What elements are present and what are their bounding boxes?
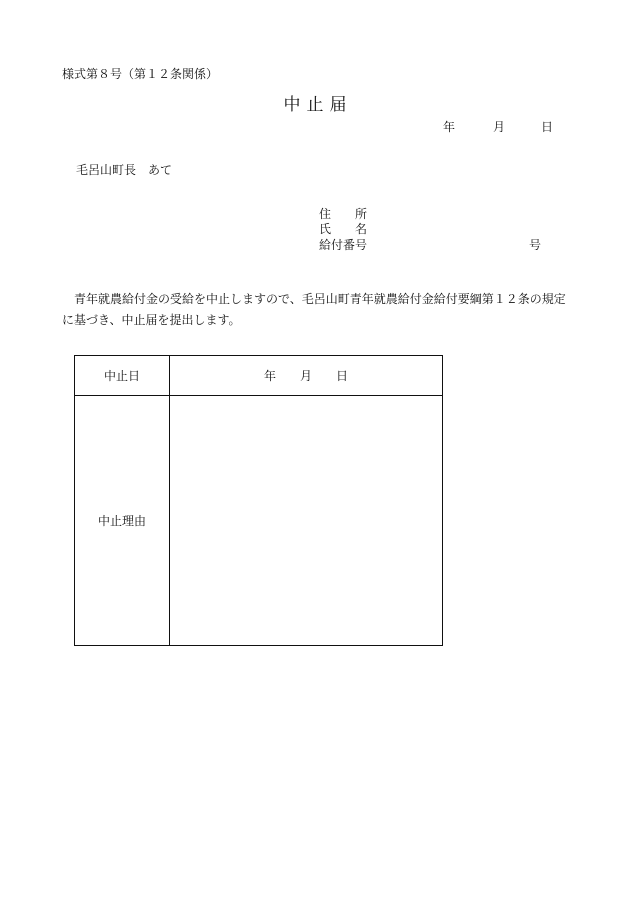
table-row xyxy=(75,356,443,396)
body-text: 青年就農給付金の受給を中止しますので、毛呂山町青年就農給付金給付要綱第１２条の規定に基づき、中止届を提出します。 xyxy=(62,292,566,327)
stop-date-label: 中止日 xyxy=(75,356,170,396)
submission-date-month-label: 月 xyxy=(493,120,506,134)
table-row xyxy=(75,396,443,646)
submission-date-day-label: 日 xyxy=(541,120,554,134)
payment-number-label: 給付番号 xyxy=(319,238,368,252)
name-label: 氏 名 xyxy=(319,222,368,236)
stop-date-year-label: 年 xyxy=(263,369,276,383)
form-number: 様式第８号（第１２条関係） xyxy=(62,67,219,81)
addressee: 毛呂山町長 あて xyxy=(76,163,173,177)
stop-date-day-label: 日 xyxy=(336,369,349,383)
document-title: 中止届 xyxy=(283,95,353,115)
stop-reason-cell xyxy=(170,396,443,646)
payment-number-suffix: 号 xyxy=(529,238,542,252)
stop-date-month-label: 月 xyxy=(299,369,312,383)
stop-date-cell xyxy=(170,356,443,396)
stop-info-table xyxy=(74,355,443,646)
submission-date-year-label: 年 xyxy=(443,120,456,134)
stop-reason-label: 中止理由 xyxy=(75,396,170,646)
address-label: 住 所 xyxy=(319,207,368,221)
